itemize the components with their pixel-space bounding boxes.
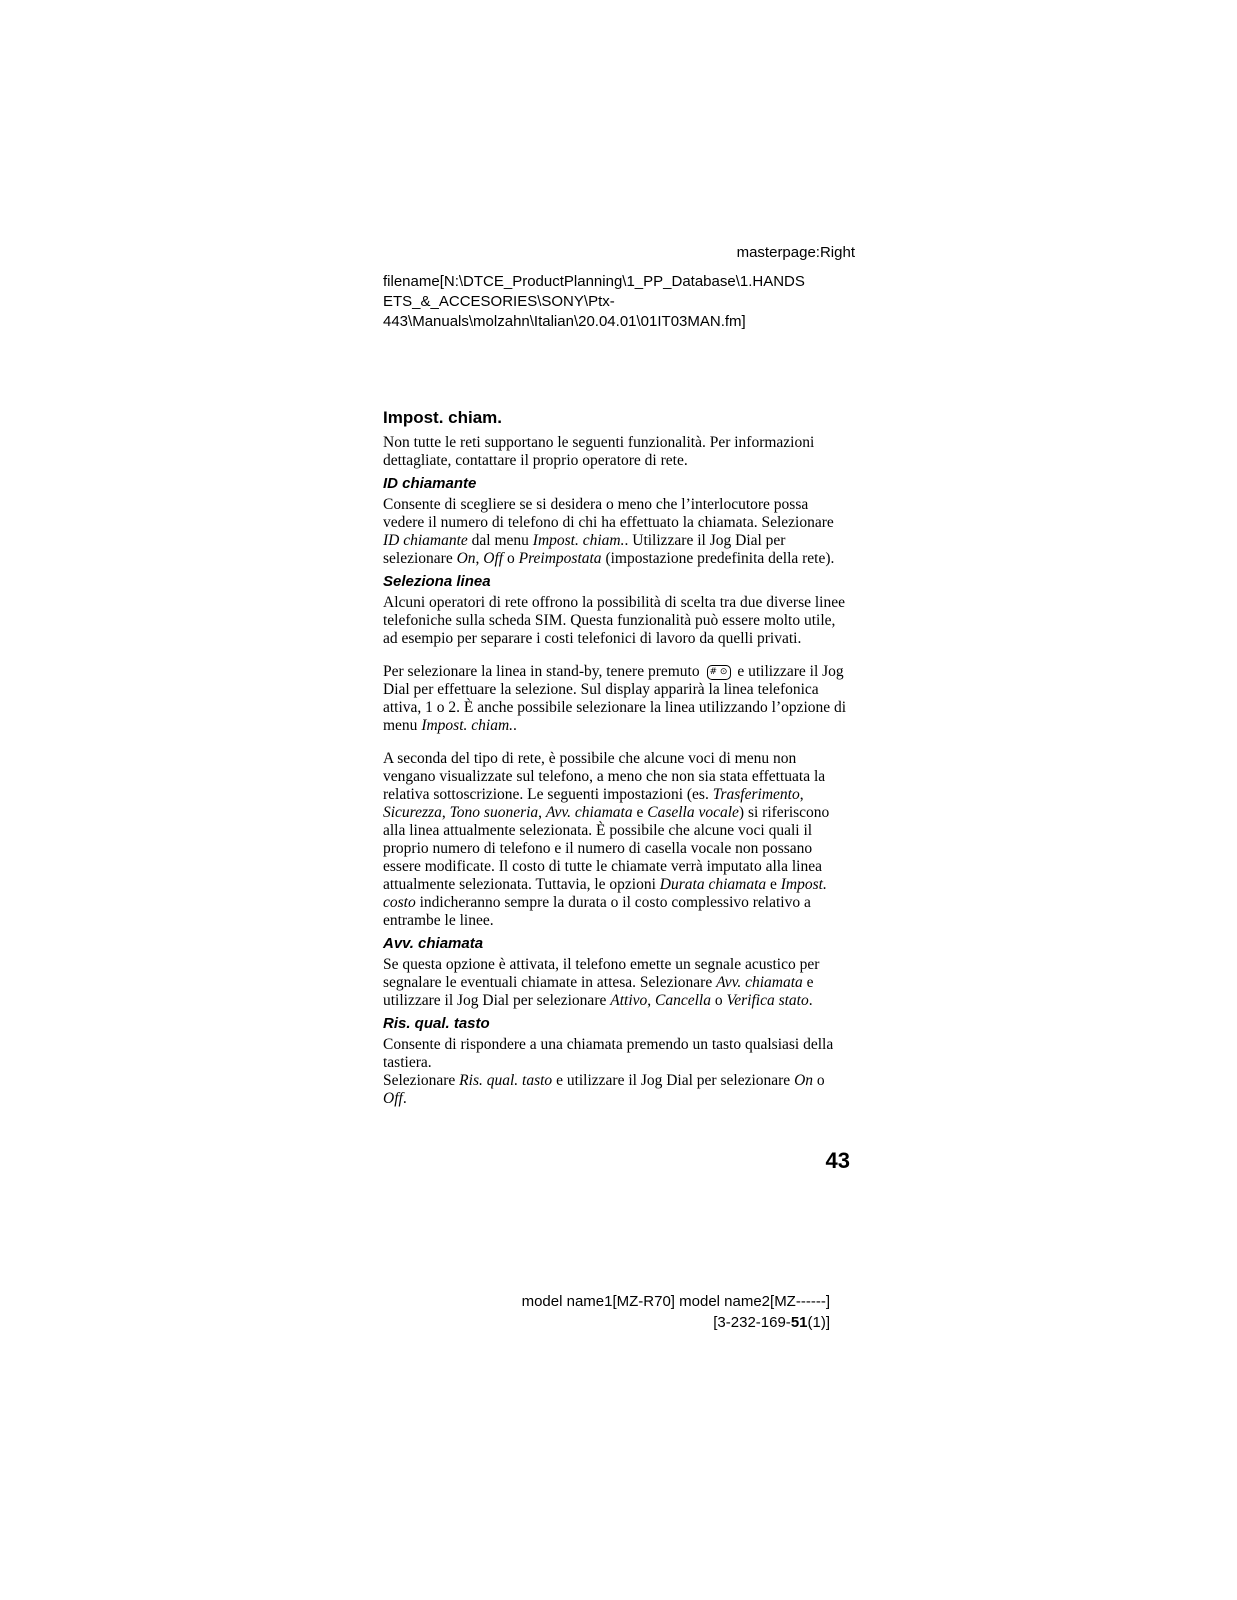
- masterpage-label: masterpage:Right: [736, 244, 855, 261]
- footer: [470, 1291, 830, 1333]
- paragraph-ris-qual-tasto-2: Selezionare Ris. qual. tasto e utilizzare il Jog Dial per selezionare On o Off.: [383, 1072, 825, 1107]
- filename-line: filename[N:\DTCE_ProductPlanning\1_PP_Database\1.HANDS: [383, 273, 805, 290]
- section-intro: Non tutte le reti supportano le seguenti funzionalità. Per informazioni dettagliate, contattare il proprio operatore di rete.: [383, 434, 815, 469]
- heading-avv-chiamata: Avv. chiamata: [383, 935, 484, 952]
- filename-block: [383, 272, 863, 332]
- paragraph-id-chiamante: Consente di scegliere se si desidera o meno che l’interlocutore possa vedere il numero di telefono di chi ha effettuato la chiamata. Selezionare ID chiamante dal menu Impost. chiam.. Utilizzare il Jog Dial per selezionare On, Off o Preimpostata (impostazione predefinita della rete).: [383, 496, 835, 567]
- page-number: 43: [825, 1148, 850, 1173]
- paragraph-ris-qual-tasto-1: Consente di rispondere a una chiamata premendo un tasto qualsiasi della tastiera.: [383, 1036, 834, 1071]
- filename-line: ETS_&_ACCESORIES\SONY\Ptx-: [383, 293, 615, 310]
- paragraph-seleziona-linea-3: A seconda del tipo di rete, è possibile che alcune voci di menu non vengano visualizzate sul telefono, a meno che non sia stata effettuata la relativa sottoscrizione. Le seguenti impostazioni (es. Trasferimento, Sicurezza, Tono suoneria, Avv. chiamata e Casella vocale) si riferiscono alla linea attualmente selezionata. È possibile che alcune voci quali il proprio numero di telefono e il numero di casella vocale non possano essere modificate. Il costo di tutte le chiamate verrà imputato alla linea attualmente selezionata. Tuttavia, le opzioni Durata chiamata e Impost. costo indicheranno sempre la durata o il costo complessivo relativo a entrambe le linee.: [383, 750, 830, 929]
- paragraph-seleziona-linea-2: Per selezionare la linea in stand-by, tenere premuto # ⊙ e utilizzare il Jog Dial per effettuare la selezione. Sul display apparirà la linea telefonica attiva, 1 o 2. È anche possibile selezionare la linea utilizzando l’opzione di menu Impost. chiam..: [383, 663, 847, 734]
- paragraph-seleziona-linea-1: Alcuni operatori di rete offrono la possibilità di scelta tra due diverse linee telefoniche sulla scheda SIM. Questa funzionalità può essere molto utile, ad esempio per separare i costi telefonici di lavoro da quelli privati.: [383, 594, 845, 647]
- main-content: [383, 408, 851, 1108]
- footer-code-line: [3-232-169-51(1)]: [713, 1314, 830, 1331]
- filename-line: 443\Manuals\molzahn\Italian\20.04.01\01IT03MAN.fm]: [383, 313, 746, 330]
- footer-model-line: model name1[MZ-R70] model name2[MZ------]: [521, 1293, 830, 1310]
- hash-key-icon: # ⊙: [707, 665, 731, 680]
- section-title: Impost. chiam.: [383, 408, 503, 427]
- heading-id-chiamante: ID chiamante: [383, 475, 477, 492]
- paragraph-avv-chiamata: Se questa opzione è attivata, il telefono emette un segnale acustico per segnalare le eventuali chiamate in attesa. Selezionare Avv. chiamata e utilizzare il Jog Dial per selezionare Attivo, Cancella o Verifica stato.: [383, 956, 820, 1009]
- heading-seleziona-linea: Seleziona linea: [383, 573, 491, 590]
- heading-ris-qual-tasto: Ris. qual. tasto: [383, 1015, 490, 1032]
